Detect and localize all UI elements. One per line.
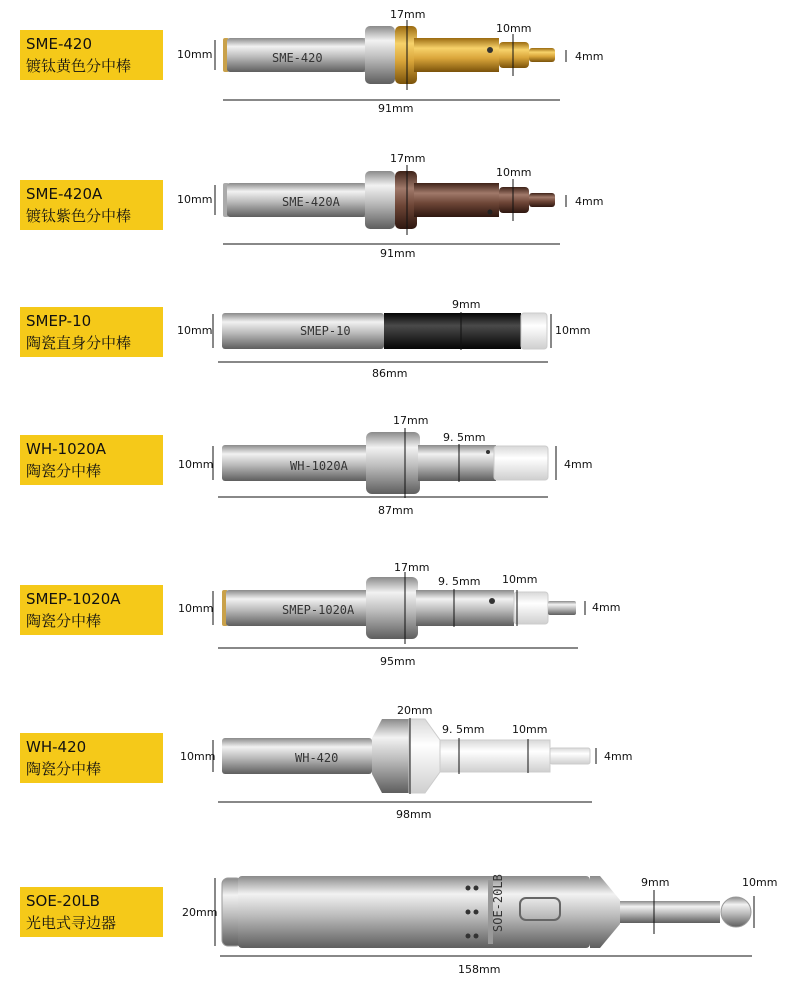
dim-neck: 9mm <box>641 876 670 889</box>
dim-tip: 4mm <box>604 750 633 763</box>
model-name: SOE-20LB <box>26 892 100 910</box>
engraving: SMEP-10 <box>300 324 351 338</box>
product-name: 陶瓷分中棒 <box>26 760 102 778</box>
engraving: SME-420A <box>282 195 340 209</box>
probe-smep-10 <box>222 313 547 349</box>
dim-tip: 4mm <box>564 458 593 471</box>
dim-collar: 17mm <box>393 414 429 427</box>
dim-tip: 10mm <box>555 324 591 337</box>
dim-tip-body: 10mm <box>496 22 532 35</box>
dim-body: 10mm <box>177 324 213 337</box>
engraving: WH-1020A <box>290 459 348 473</box>
engraving: SMEP-1020A <box>282 603 355 617</box>
dim-length: 87mm <box>378 504 414 517</box>
product-name: 镀钛黄色分中棒 <box>26 57 132 75</box>
product-name: 陶瓷直身分中棒 <box>26 334 132 352</box>
dim-length: 86mm <box>372 367 408 380</box>
engraving: SOE-20LB <box>491 874 505 932</box>
probe-soe-20lb <box>222 874 751 948</box>
probe-wh-1020a <box>222 432 548 494</box>
product-name: 光电式寻边器 <box>26 914 117 932</box>
model-name: SME-420A <box>26 185 103 203</box>
engraving: SME-420 <box>272 51 323 65</box>
dim-tip-body: 10mm <box>496 166 532 179</box>
dim-neck: 9. 5mm <box>442 723 485 736</box>
dim-length: 158mm <box>458 963 501 976</box>
dim-length: 98mm <box>396 808 432 821</box>
dim-body: 10mm <box>178 458 214 471</box>
dim-black: 9mm <box>452 298 481 311</box>
dim-length: 91mm <box>378 102 414 115</box>
dim-neck: 9. 5mm <box>443 431 486 444</box>
dim-body: 20mm <box>182 906 218 919</box>
dim-body: 10mm <box>180 750 216 763</box>
dim-tip: 4mm <box>575 195 604 208</box>
product-name: 镀钛紫色分中棒 <box>26 207 132 225</box>
dim-collar: 20mm <box>397 704 433 717</box>
dim-collar: 17mm <box>394 561 430 574</box>
model-name: SMEP-1020A <box>26 590 121 608</box>
model-name: WH-420 <box>26 738 87 756</box>
model-name: SMEP-10 <box>26 312 92 330</box>
dim-body: 10mm <box>177 193 213 206</box>
dim-length: 95mm <box>380 655 416 668</box>
dim-ceramic: 10mm <box>502 573 538 586</box>
product-name: 陶瓷分中棒 <box>26 612 102 630</box>
dim-ceramic: 10mm <box>512 723 548 736</box>
dim-ball: 10mm <box>742 876 778 889</box>
dim-body: 10mm <box>178 602 214 615</box>
dim-neck: 9. 5mm <box>438 575 481 588</box>
dim-collar: 17mm <box>390 8 426 21</box>
dim-collar: 17mm <box>390 152 426 165</box>
model-name: WH-1020A <box>26 440 106 458</box>
engraving: WH-420 <box>295 751 339 765</box>
model-name: SME-420 <box>26 35 92 53</box>
dim-tip: 4mm <box>575 50 604 63</box>
probe-sme-420a <box>223 171 555 229</box>
dim-length: 91mm <box>380 247 416 260</box>
dim-tip: 4mm <box>592 601 621 614</box>
dim-body: 10mm <box>177 48 213 61</box>
probe-smep-1020a <box>222 577 576 639</box>
product-name: 陶瓷分中棒 <box>26 462 102 480</box>
